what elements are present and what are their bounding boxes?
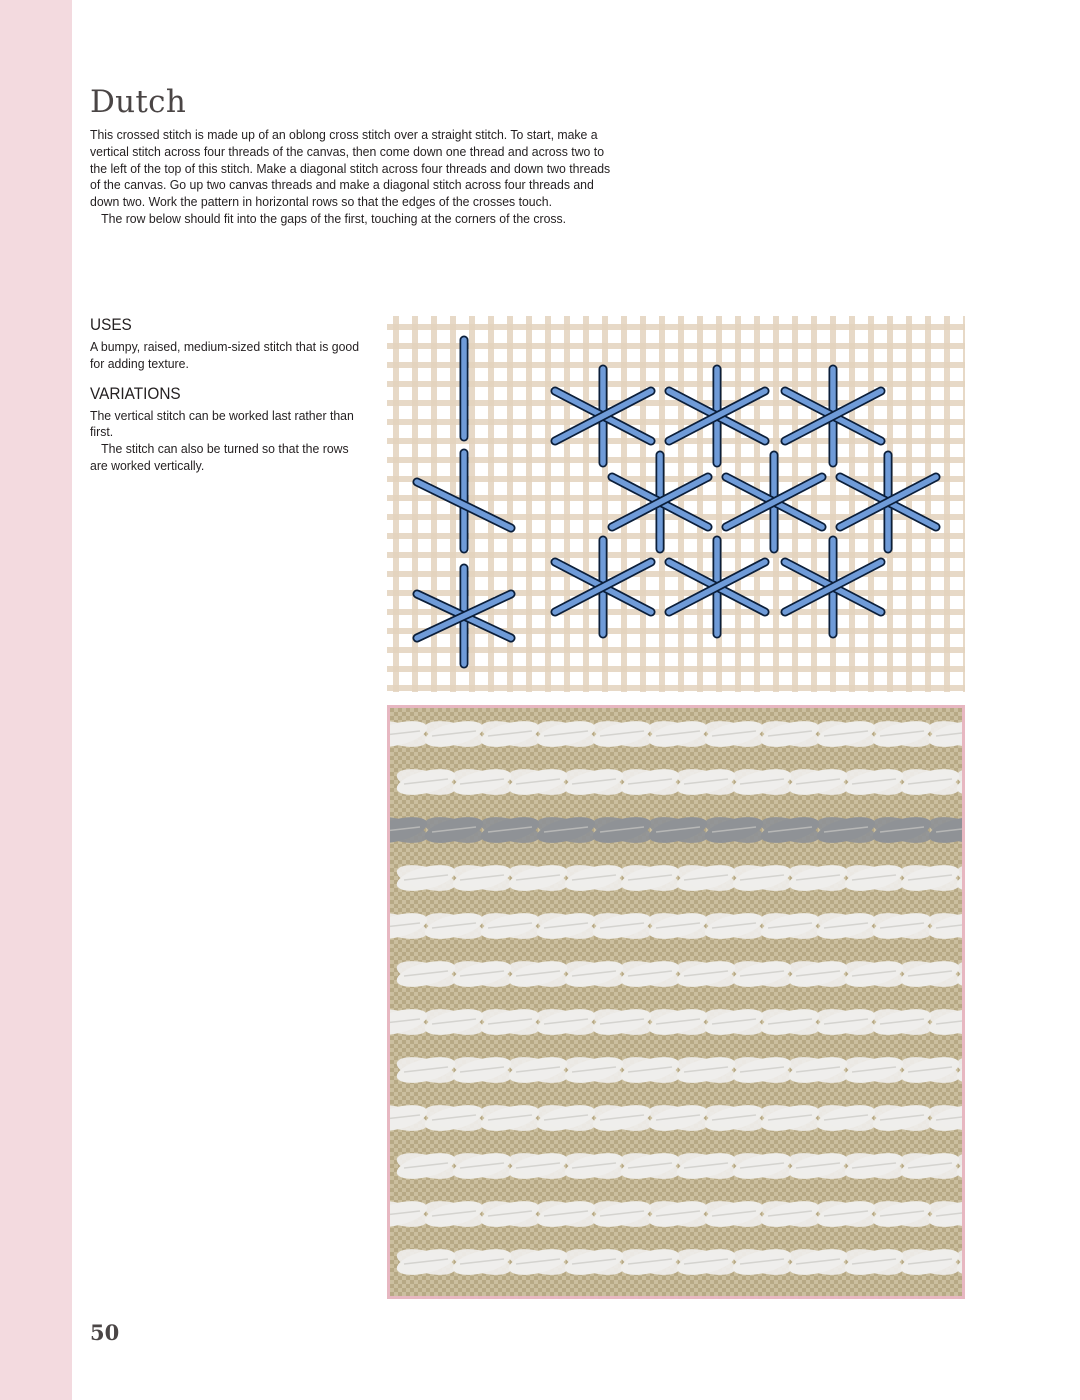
canvas-thread-vertical: [621, 316, 627, 692]
stitch-photo: [387, 705, 965, 1299]
notes-column: [90, 316, 360, 475]
canvas-thread-vertical: [925, 316, 931, 692]
canvas-thread-vertical: [393, 316, 399, 692]
diagram-stitches: [417, 340, 936, 664]
canvas-thread-vertical: [678, 316, 684, 692]
canvas-thread-vertical: [545, 316, 551, 692]
canvas-thread-vertical: [583, 316, 589, 692]
canvas-thread-horizontal: [387, 533, 965, 539]
intro-paragraph-1: This crossed stitch is made up of an oblong cross stitch over a straight stitch. To start, make a vertical stitch across four threads of the canvas, then come down one thread and across two to the left of the top of this stitch. Make a diagonal stitch across four threads and down two threads of the canvas. Go up two canvas threads and make a diagonal stitch across four threads and down two. Work the pattern in horizontal rows so that the edges of the crosses touch.: [90, 127, 611, 210]
intro-text: [90, 127, 622, 228]
canvas-thread-vertical: [735, 316, 741, 692]
canvas-thread-horizontal: [387, 419, 965, 425]
canvas-thread-vertical: [849, 316, 855, 692]
uses-text: A bumpy, raised, medium-sized stitch that is good for adding texture.: [90, 339, 360, 371]
intro-paragraph-2: The row below should fit into the gaps of the first, touching at the corners of the cross.: [101, 210, 567, 226]
canvas-thread-vertical: [697, 316, 703, 692]
canvas-thread-horizontal: [387, 552, 965, 558]
page-number: 50: [90, 1320, 120, 1345]
canvas-thread-horizontal: [387, 571, 965, 577]
canvas-thread-vertical: [792, 316, 798, 692]
canvas-thread-horizontal: [387, 324, 965, 330]
canvas-thread-horizontal: [387, 647, 965, 653]
canvas-thread-horizontal: [387, 381, 965, 387]
canvas-thread-vertical: [868, 316, 874, 692]
canvas-thread-vertical: [564, 316, 570, 692]
uses-heading: USES: [90, 316, 132, 334]
canvas-thread-horizontal: [387, 685, 965, 691]
variations-heading: VARIATIONS: [90, 384, 181, 403]
canvas-thread-vertical: [488, 316, 494, 692]
variations-paragraph-2: The stitch can also be turned so that the rows are worked vertically.: [90, 441, 349, 473]
stitch-diagram: [387, 316, 965, 692]
canvas-thread-horizontal: [387, 362, 965, 368]
canvas-thread-vertical: [754, 316, 760, 692]
canvas-thread-vertical: [526, 316, 532, 692]
canvas-thread-horizontal: [387, 457, 965, 463]
canvas-thread-horizontal: [387, 666, 965, 672]
canvas-thread-horizontal: [387, 628, 965, 634]
variations-paragraph-1: The vertical stitch can be worked last rather than first.: [90, 407, 354, 440]
page-side-band: [0, 0, 72, 1400]
canvas-thread-vertical: [963, 316, 965, 692]
canvas-thread-vertical: [640, 316, 646, 692]
canvas-thread-horizontal: [387, 590, 965, 596]
canvas-thread-horizontal: [387, 400, 965, 406]
canvas-thread-vertical: [944, 316, 950, 692]
canvas-thread-horizontal: [387, 343, 965, 349]
stitch-photo-texture: [390, 708, 962, 1296]
page-title: Dutch: [90, 84, 187, 120]
canvas-thread-horizontal: [387, 476, 965, 482]
canvas-thread-vertical: [811, 316, 817, 692]
canvas-thread-vertical: [906, 316, 912, 692]
